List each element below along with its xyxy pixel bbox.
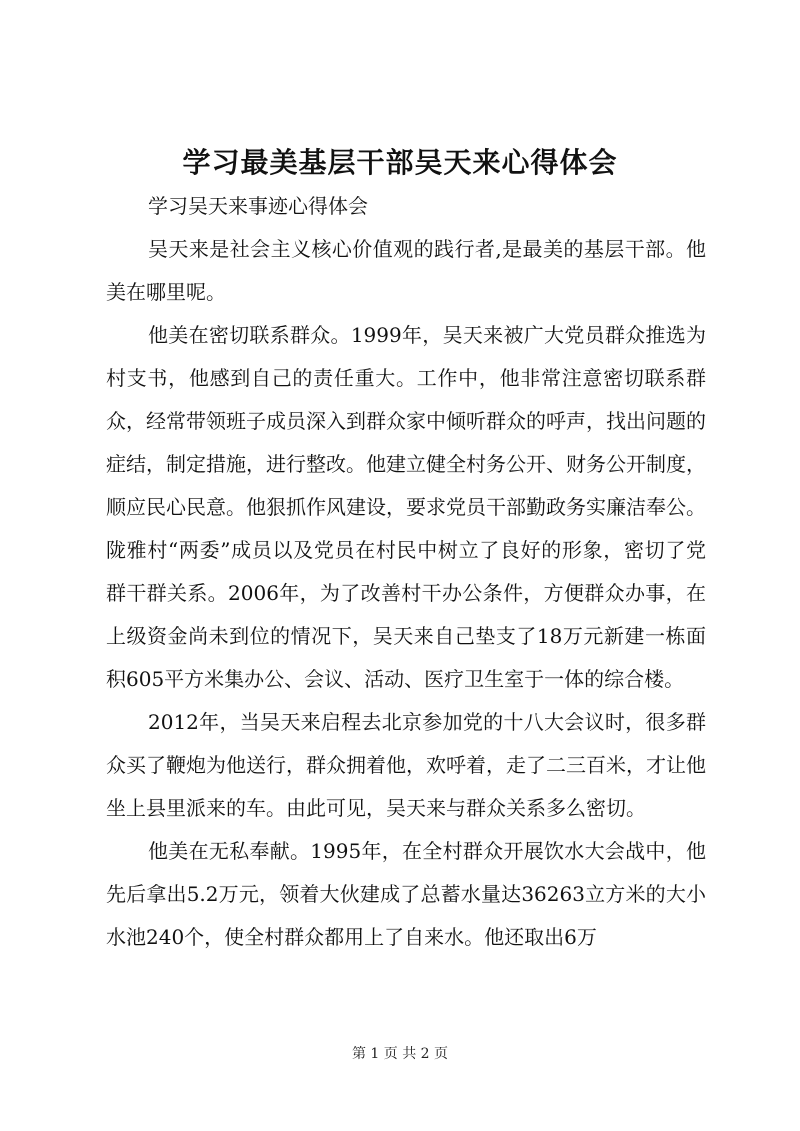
document-body	[106, 185, 706, 959]
page-footer: 第 1 页 共 2 页	[351, 1046, 449, 1062]
document-title: 学习最美基层干部吴天来心得体会	[182, 146, 618, 179]
body-paragraph: 2012年，当吴天来启程去北京参加党的十八大会议时，很多群众买了鞭炮为他送行，群众拥着他，欢呼着，走了二三百米，才让他坐上县里派来的车。由此可见，吴天来与群众关系多么密切。	[106, 710, 706, 820]
subtitle-paragraph: 学习吴天来事迹心得体会	[148, 194, 368, 218]
body-paragraph: 他美在无私奉献。1995年，在全村群众开展饮水大会战中，他先后拿出5.2万元，领着大伙建成了总蓄水量达36263立方米的大小水池240个，使全村群众都用上了自来水。他还取出6万	[106, 839, 706, 949]
body-paragraph: 吴天来是社会主义核心价值观的践行者,是最美的基层干部。他美在哪里呢。	[106, 237, 706, 304]
body-paragraph: 他美在密切联系群众。1999年，吴天来被广大党员群众推选为村支书，他感到自己的责任重大。工作中，他非常注意密切联系群众，经常带领班子成员深入到群众家中倾听群众的呼声，找出问题的症结，制定措施，进行整改。他建立健全村务公开、财务公开制度，顺应民心民意。他狠抓作风建设，要求党员干部勤政务实廉洁奉公。陇雅村“两委”成员以及党员在村民中树立了良好的形象，密切了党群干群关系。2006年，为了改善村干办公条件，方便群众办事，在上级资金尚未到位的情况下，吴天来自己垫支了18万元新建一栋面积605平方米集办公、会议、活动、医疗卫生室于一体的综合楼。	[106, 323, 706, 691]
